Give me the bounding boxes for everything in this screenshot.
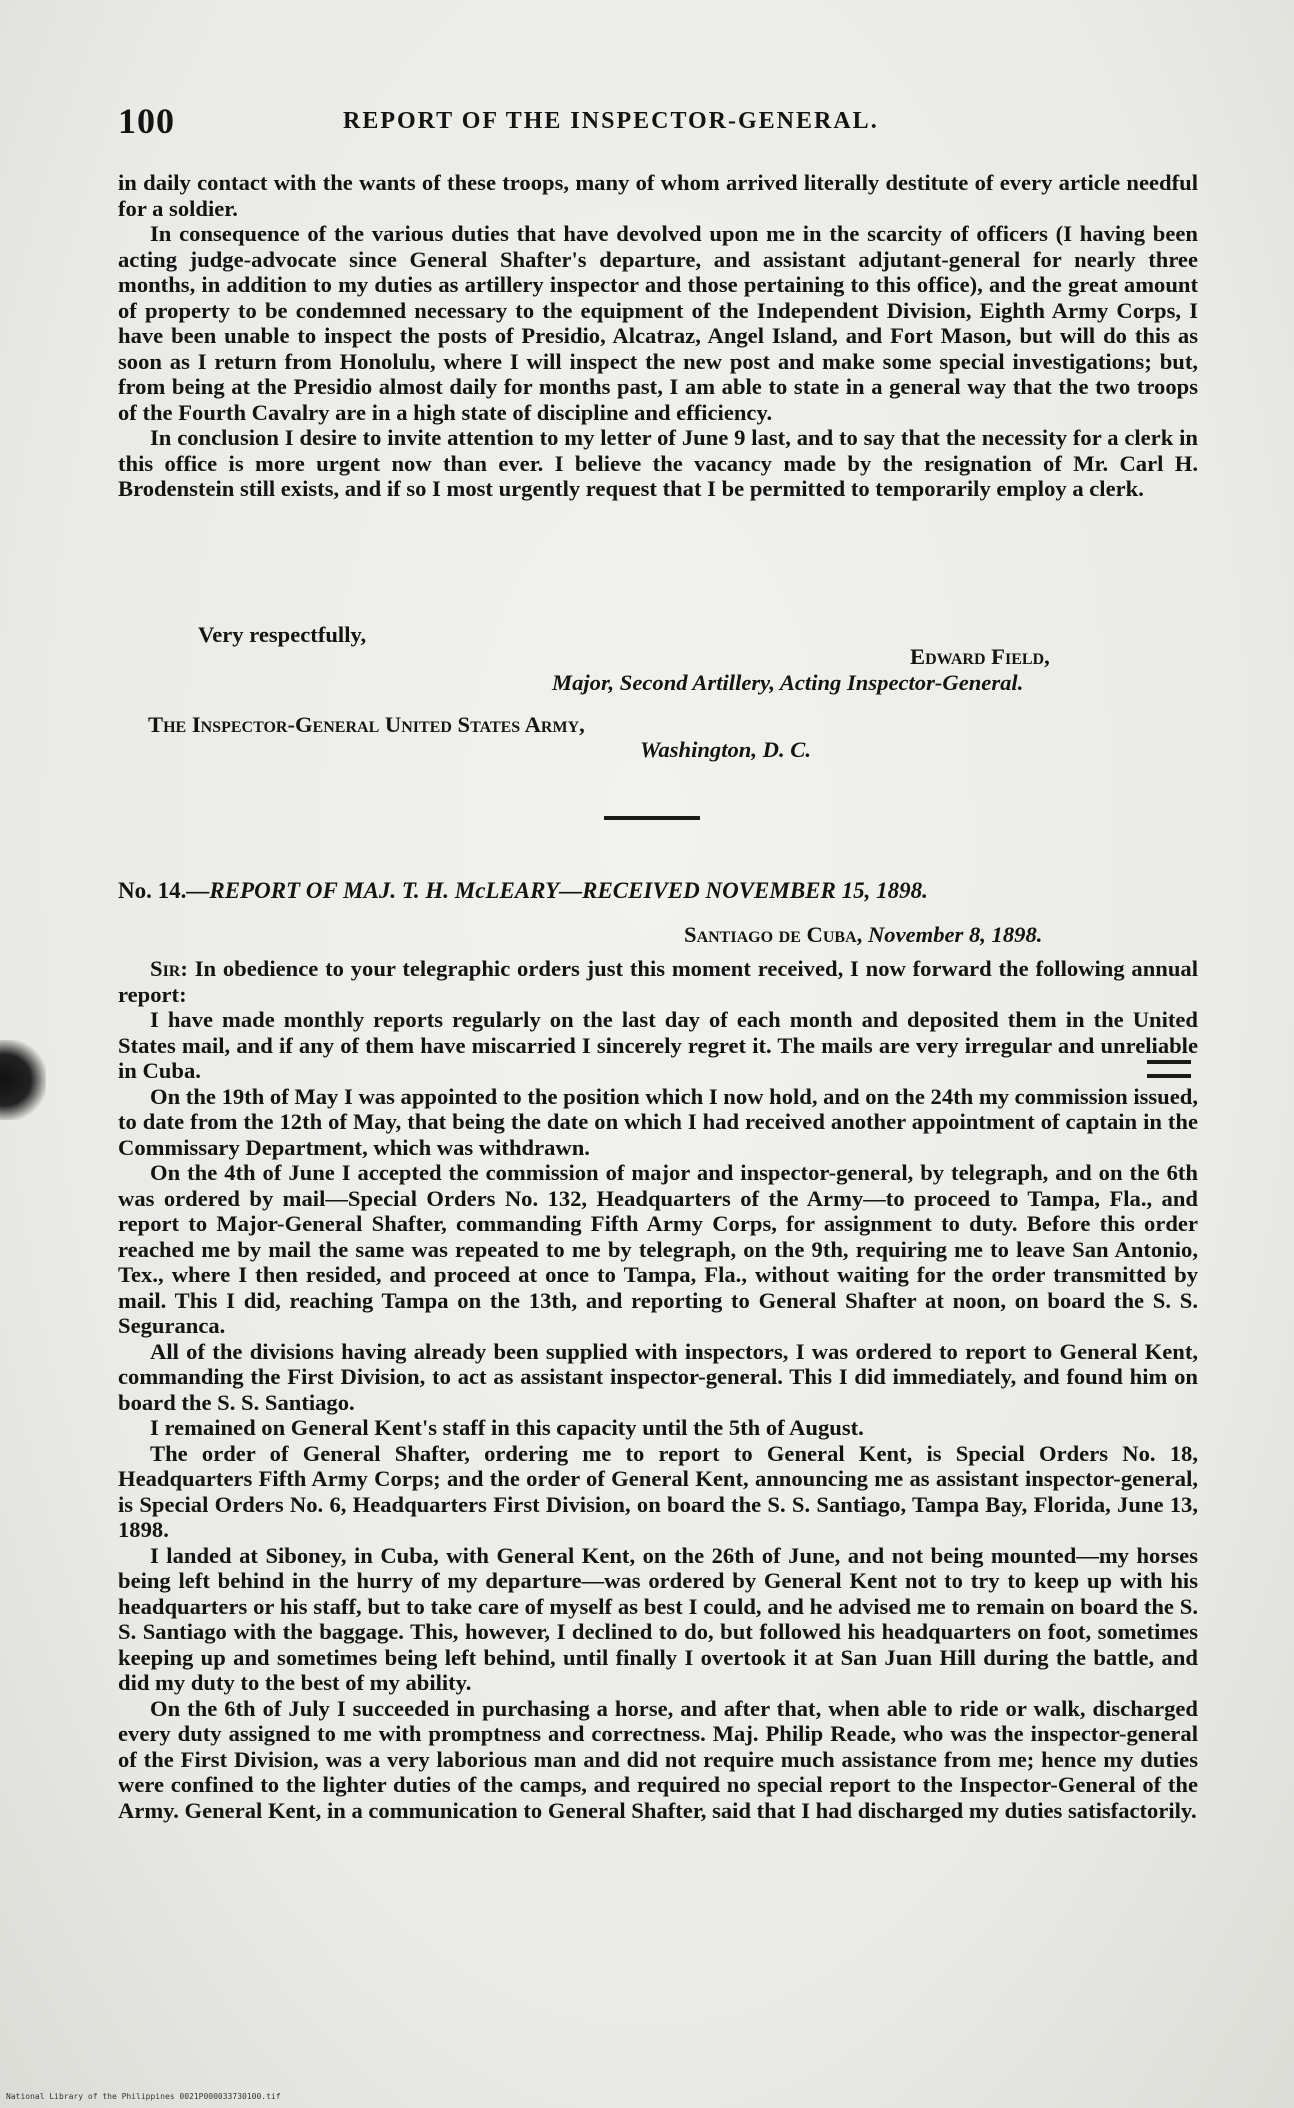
report-paragraph-8: I landed at Siboney, in Cuba, with General Kent, on the 26th of June, and not being mounted—my horses being left behind in the hurry of my departure—was ordered by General Kent not to try to keep up with his headquarters or his staff, but to take care of myself as best I could, and he advised me to remain on board the S. S. Santiago with the baggage. This, however, I declined to do, but followed his headquarters on foot, sometimes keeping up and sometimes being left behind, until finally I overtook it at San Juan Hill during the battle, and did my duty to the best of my ability. xyxy=(118,1542,1198,1695)
page-header xyxy=(118,100,1198,150)
report-body xyxy=(118,956,1198,1823)
report-dateline xyxy=(684,922,1042,948)
signer-name: Edward Field, xyxy=(910,644,1050,669)
scan-thumb-shadow xyxy=(0,1040,46,1120)
letter-paragraph-3: In conclusion I desire to invite attention to my letter of June 9 last, and to say that the necessity for a clerk in this office is more urgent now than ever. I believe the vacancy made by the resignation of Mr. Carl H. Brodenstein still exists, and if so I most urgently request that I be permitted to temporarily employ a clerk. xyxy=(118,425,1198,501)
salutation: Sir: xyxy=(150,956,188,981)
addressee-location: Washington, D. C. xyxy=(640,737,811,762)
report-title-text: —REPORT OF MAJ. T. H. McLEARY—RECEIVED NOVEMBER 15, 1898. xyxy=(186,878,928,903)
scan-footer: National Library of the Philippines 0021P000033730100.tif xyxy=(6,2092,281,2101)
letter-body xyxy=(118,170,1198,502)
report-paragraph-2: I have made monthly reports regularly on the last day of each month and deposited them in the United States mail, and if any of them have miscarried I sincerely regret it. The mails are very irregular and unreliable in Cuba. xyxy=(118,1007,1198,1083)
report-number: No. 14. xyxy=(118,878,187,903)
page-number: 100 xyxy=(118,101,175,141)
section-divider xyxy=(604,816,700,820)
report-paragraph-6: I remained on General Kent's staff in this capacity until the 5th of August. xyxy=(150,1415,864,1440)
letter-paragraph-2: In consequence of the various duties that have devolved upon me in the scarcity of officers (I having been acting judge-advocate since General Shafter's departure, and assistant adjutant-general for nearly three months, in addition to my duties as artillery inspector and those pertaining to this office), and the great amount of property to be condemned necessary to the equipment of the Independent Division, Eighth Army Corps, I have been unable to inspect the posts of Presidio, Alcatraz, Angel Island, and Fort Mason, but will do this as soon as I return from Honolulu, where I will inspect the new post and make some special investigations; but, from being at the Presidio almost daily for months past, I am able to state in a general way that the two troops of the Fourth Cavalry are in a high state of discipline and efficiency. xyxy=(118,221,1198,425)
report-paragraph-4: On the 4th of June I accepted the commission of major and inspector-general, by telegraph, and on the 6th was ordered by mail—Special Orders No. 132, Headquarters of the Army—to proceed to Tampa, Fla., and report to Major-General Shafter, commanding Fifth Army Corps, for assignment to duty. Before this order reached me by mail the same was repeated to me by telegraph, on the 9th, requiring me to leave San Antonio, Tex., where I then resided, and proceed at once to Tampa, Fla., without waiting for the order transmitted by mail. This I did, reaching Tampa on the 13th, and reporting to General Shafter at noon, on board the S. S. Seguranca. xyxy=(118,1160,1198,1338)
report-paragraph-3: On the 19th of May I was appointed to the position which I now hold, and on the 24th my commission issued, to date from the 12th of May, that being the date on which I had received another appointment of captain in the Commissary Department, which was withdrawn. xyxy=(118,1083,1198,1160)
report-paragraph-5: All of the divisions having already been supplied with inspectors, I was ordered to report to General Kent, commanding the First Division, to act as assistant inspector-general. This I did immediately, and found him on board the S. S. Santiago. xyxy=(118,1338,1198,1415)
letter-paragraph-1: in daily contact with the wants of these troops, many of whom arrived literally destitute of every article needful for a soldier. xyxy=(118,170,1198,221)
closing-salutation: Very respectfully, xyxy=(198,622,367,647)
signer-title: Major, Second Artillery, Acting Inspector-General. xyxy=(552,670,1024,695)
report-paragraph-1 xyxy=(118,956,1198,1007)
report-paragraph-7: The order of General Shafter, ordering me to report to General Kent, is Special Orders No. 18, Headquarters Fifth Army Corps; and the order of General Kent, announcing me as assistant inspector-general, is Special Orders No. 6, Headquarters First Division, on board the S. S. Santiago, Tampa Bay, Florida, June 13, 1898. xyxy=(118,1440,1198,1542)
report-title xyxy=(118,878,1198,904)
addressee: The Inspector-General United States Army, xyxy=(148,712,585,737)
report-paragraph-9: On the 6th of July I succeeded in purchasing a horse, and after that, when able to ride or walk, discharged every duty assigned to me with promptness and correctness. Maj. Philip Reade, who was the inspector-general of the First Division, was a very laborious man and did not require much assistance from me; hence my duties were confined to the lighter duties of the camps, and required no special report to the Inspector-General of the Army. General Kent, in a communication to General Shafter, said that I had discharged my duties satisfactorily. xyxy=(118,1695,1198,1823)
report-paragraph-1-text: In obedience to your telegraphic orders just this moment received, I now forward the following annual report: xyxy=(118,956,1198,1007)
report-place: Santiago de Cuba, xyxy=(684,922,863,947)
report-date: November 8, 1898. xyxy=(867,922,1043,947)
running-head: REPORT OF THE INSPECTOR-GENERAL. xyxy=(343,108,879,134)
